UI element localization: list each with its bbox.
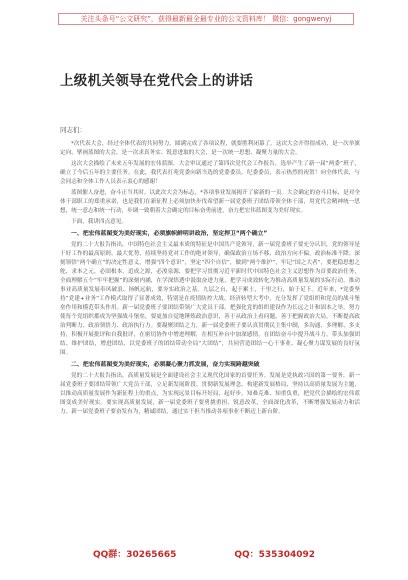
document-body: [60, 140, 360, 534]
document-title: 上级机关领导在党代会上的讲话: [60, 73, 254, 89]
footer-contacts: [0, 548, 408, 562]
body-paragraph: 党的二十大报告指出，中国特色社会主义最本质的特征是中国共产党领导，新一届党委班子要充分认识，党的领导是干好工作的最高原则、最大优势，持续坚持党对工作的绝对领导，确保政治立场不移、政治方向不偏，政治标准不降。深刻领悟“两个确立”的决定性意义，增强“四个意识”，坚定“四个自信”，做到“两个维护”，牢记“国之大者”，要把稳思想之舵、求本之元，必固根本，追成之源，必浚泉源，要把学习贯彻习近平新时代中国特色社会主义思想作为首要政治任务，全面理解五个“牢牢把握”的深刻内涵，在学深悟透中汲取奋进力量，把学习成效转化为推动高质量发展的实际行动，推动事业高质量发展奉风破浪、扬帆远航，要夯实政治之基。九层之台，起于累土，千里之行，始于足下。近年来，*党委坚持“党建+业务”工作模式取得了显著成效，特别是在疫情防控大战、经济转型大考中，充分发挥了党组织和党员的战斗堡垒作用和模范带头作用。新一届党委班子要团结带领广大党员干部，把强化党的组织建设作为长远之计和固本之举，努力使每个党组织都成为坚强战斗堡垒，要更加自觉地锤炼政治意识，善于从政治上看问题，善于把握政治大局，不断提高政治判断力、政治领悟力、政治执行力。要凝聚团结之力，新一届党委班子要认真贯彻民主集中制，多沟通、多理解、多支持，积极开展批评和自我批评，在密切协作中增进理解，在相互补台中加深感情，在团结奋斗中提升战斗力，带头加强团结、维护团结，增进团结，以党委班子的团结带动全局“大团结”，共同营造团结一心干事业、凝心聚力谋发展的良好氛围。: [60, 242, 360, 356]
body-paragraph: *次代表大会，经过全体代表的共同努力，圆满完成了各项议程，就要胜利闭幕了。这次大会开得很成功，是一次举旗定向、擘画蓝图的大会，是一次求真务实、锐意进取的大会，是一次统一思想、凝聚力量的大会。: [60, 141, 360, 156]
body-paragraph: 党的二十大报告指出，高质量发展是全面建设社会主义现代化国家的首要任务。发展是党执政兴国的第一要务，新一届党委班子要团结带领广大党员干部，立足新发展阶段、贯彻新发展理念，构建新发展格局，坚持以高质量发展为主题，以推动高质量发展作为新征程上的重点，为实现远景目标开好局、起好步。知难克难、知重负重，把党代会描绘的宏伟蓝图变成美好现实。要实现高质量发展，新一届党委班子要勇挑重担、锐意改革，全面深化改革，不断增强发展动力和活力。新一届党委班子要奋发有为，精诚团结，通过实干担当推动各项事业不断迈上新台阶。: [60, 373, 360, 415]
section-heading: 二、把宏伟蓝图变为美好现实，必须凝心聚力抓发展，奋力实现跨越突破: [71, 362, 260, 368]
salutation: 同志们：: [60, 126, 86, 134]
footer-qq: QQ：535304092: [234, 550, 316, 560]
body-paragraph: 蓝图催人奋进，奋斗正当其时。以此次大会为标志，*各项事业发展揭开了崭新的一页。大会确定的奋斗目标，是对全体干部职工的郑重承诺，也是我们在新征程上必须加快步伐希望新一届党委班子团结带领全体干部，用党代会精神统一思想，统一意志和统一行动，步调一致朝着大会确定的目标奋勇前进，奋力把宏伟蓝图变为美好现实。: [60, 190, 360, 214]
promo-banner: 关注头条号“公文研究”，获得最新最全最专业的公文资料库！ 微信：gongwenyj: [58, 13, 354, 25]
body-paragraph: 这次大会描绘了未来五年发展的宏伟蓝图。大会审议通过了第四次党代会工作报告，选举产生了新一届“两委”班子，确立了今后五年的主要任务。在此，我代表打苑党委向新当选的党委委员、纪委委员，表示热烈的祝贺！向全体代表，与会同志和全体工作人员表示衷心的感谢！: [60, 161, 360, 185]
section-heading: 一、把宏伟蓝图变为美好现实，必须旗帜鲜明讲政治，坚定捍卫“两个确立”: [71, 231, 268, 237]
body-paragraph: 下面，我讲四点意见。: [71, 219, 127, 225]
footer-qq-group: QQ群：30265665: [92, 550, 177, 560]
